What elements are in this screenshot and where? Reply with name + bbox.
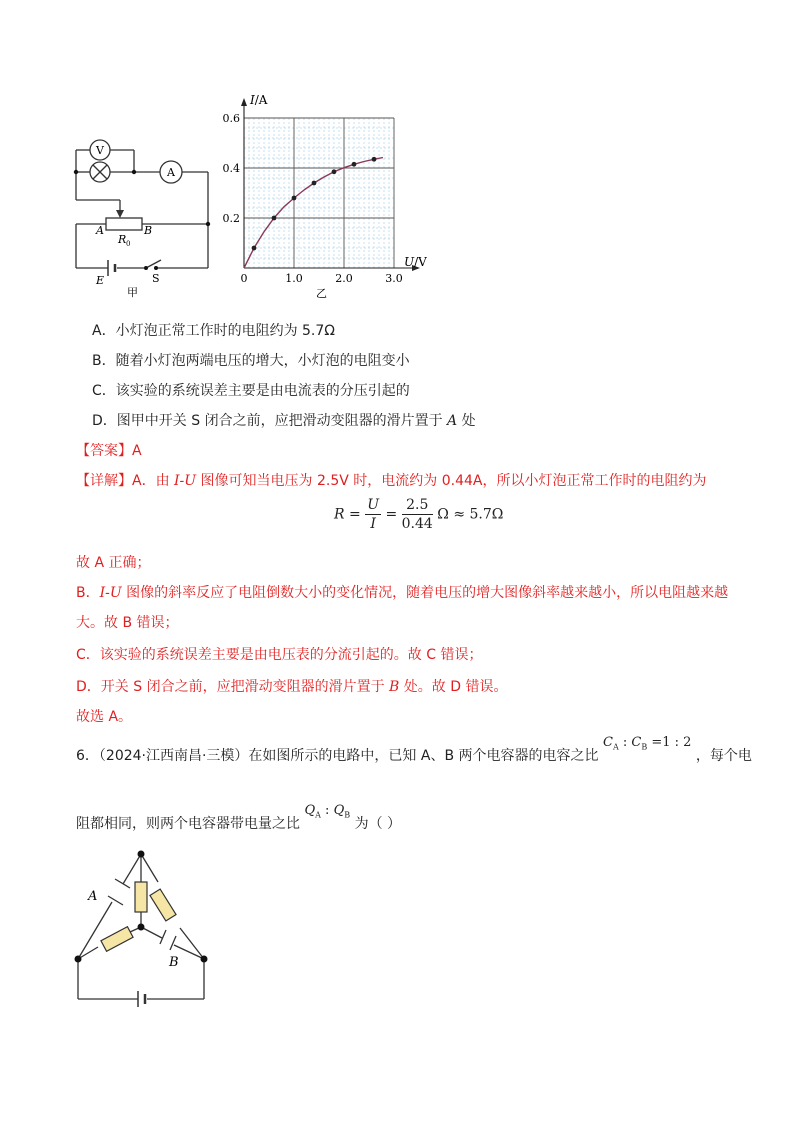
q6-ratio-q: $Q_A$ : $Q_B$ bbox=[304, 803, 351, 820]
iu-chart bbox=[222, 92, 427, 302]
q6-ratio-c: $C_A$ : $C_B =1$ : 2 bbox=[602, 735, 692, 752]
question6-line2 bbox=[76, 803, 402, 840]
option-b: B．随着小灯泡两端电压的增大，小灯泡的电阻变小 bbox=[92, 353, 410, 369]
option-d-post: 处 bbox=[457, 413, 476, 429]
explain-d-post: 处。故 D 错误。 bbox=[399, 679, 508, 695]
capacitor-a-label: A bbox=[88, 889, 98, 904]
option-d-var: A bbox=[447, 413, 458, 429]
q6-text1-end: ，每个电 bbox=[695, 748, 752, 764]
formula-tail: Ω ≈ 5.7Ω bbox=[437, 506, 504, 523]
y-tick-label: 0.6 bbox=[222, 112, 240, 125]
battery-label: E bbox=[96, 274, 105, 287]
chart-labels bbox=[223, 93, 428, 285]
q6-ratio-q-var1: Q bbox=[304, 803, 316, 818]
q6-ratio-c-sub-a: A bbox=[612, 742, 619, 752]
formula-r: R = $\frac{U}{I}$ = $\frac{2.5}{0.44}$ Ω ≈ 5.7Ω bbox=[334, 497, 504, 532]
explain-a-post: 图像可知当电压为 2.5V 时，电流约为 0.44A，所以小灯泡正常工作时的电阻约为 bbox=[196, 473, 707, 489]
explain-a-line bbox=[76, 471, 706, 491]
q6-ratio-c-var1: C bbox=[602, 735, 613, 750]
q6-ratio-c-tail: =1 : 2 bbox=[647, 735, 692, 750]
x-tick-label: 0 bbox=[240, 272, 248, 285]
q6-text2-end: 为（ ） bbox=[354, 816, 402, 832]
figure-yi-caption: 乙 bbox=[316, 287, 327, 300]
y-axis-arrow bbox=[241, 98, 247, 106]
iu-curve-line bbox=[244, 158, 383, 269]
formula-r-var: R bbox=[334, 506, 345, 523]
explain-b-pre: B． bbox=[76, 585, 100, 601]
capacitor-b-label: B bbox=[169, 955, 179, 970]
ammeter-label: A bbox=[167, 166, 175, 179]
explain-b-post: 图像的斜率反应了电阻倒数大小的变化情况，随着电压的增大图像斜率越来越小，所以电阻越来越 bbox=[121, 585, 729, 601]
data-point bbox=[312, 181, 317, 186]
explain-d-pre: D．开关 S 闭合之前，应把滑动变阻器的滑片置于 bbox=[76, 679, 390, 695]
voltmeter-label: V bbox=[96, 144, 104, 157]
terminal-b-label: B bbox=[144, 224, 153, 237]
explain-d-var: B bbox=[389, 679, 400, 695]
rheostat-label: R bbox=[118, 233, 127, 246]
answer-line: 【答案】A bbox=[76, 443, 142, 459]
explain-a-var: I-U bbox=[174, 473, 197, 489]
x-tick-label: 3.0 bbox=[385, 272, 403, 285]
option-d bbox=[92, 411, 476, 431]
y-tick-label: 0.2 bbox=[222, 212, 240, 225]
rheostat-subscript: 0 bbox=[126, 240, 131, 248]
explain-a-pre: 【详解】A．由 bbox=[76, 473, 175, 489]
formula-num: 2.5 bbox=[402, 496, 433, 515]
explain-b-var: I-U bbox=[99, 585, 122, 601]
x-axis-label: U/V bbox=[404, 255, 427, 269]
q6-ratio-q-sub-a: A bbox=[315, 810, 321, 820]
data-point bbox=[372, 157, 377, 162]
q6-text1: 6．（2024·江西南昌·三模）在如图所示的电路中，已知 A、B 两个电容器的电容之比 bbox=[76, 748, 599, 764]
x-tick-label: 1.0 bbox=[285, 272, 303, 285]
explain-d-line bbox=[76, 677, 507, 697]
formula-u: U bbox=[367, 497, 379, 513]
formula-i: I bbox=[370, 516, 376, 532]
switch-label: S bbox=[152, 272, 160, 285]
option-d-pre: D．图甲中开关 S 闭合之前，应把滑动变阻器的滑片置于 bbox=[92, 413, 448, 429]
chart-grid bbox=[244, 118, 394, 268]
chart-curve bbox=[244, 158, 383, 269]
formula-den: 0.44 bbox=[401, 516, 433, 532]
q6-ratio-q-var2: Q bbox=[333, 803, 345, 818]
y-tick-label: 0.4 bbox=[222, 162, 240, 175]
explain-b-line2: 大。故 B 错误； bbox=[76, 615, 179, 631]
circuit-diagram-jia bbox=[60, 130, 230, 300]
q6-text2: 阻都相同，则两个电容器带电量之比 bbox=[76, 816, 300, 832]
q6-ratio-q-sub-b: B bbox=[344, 810, 351, 820]
figure-jia-caption: 甲 bbox=[127, 286, 138, 299]
question6-line1 bbox=[76, 735, 752, 772]
explain-b-line1 bbox=[76, 583, 728, 603]
x-tick-label: 2.0 bbox=[335, 272, 353, 285]
data-point bbox=[272, 216, 277, 221]
data-point bbox=[252, 246, 257, 251]
option-c: C．该实验的系统误差主要是由电流表的分压引起的 bbox=[92, 383, 410, 399]
q6-ratio-c-sub-b: B bbox=[641, 742, 648, 752]
data-point bbox=[292, 196, 297, 201]
terminal-a-label: A bbox=[96, 224, 104, 237]
q6-ratio-c-var2: C bbox=[631, 735, 642, 750]
explain-c-line: C．该实验的系统误差主要是由电压表的分流引起的。故 C 错误； bbox=[76, 647, 483, 663]
explain-a-conclusion: 故 A 正确； bbox=[76, 555, 151, 571]
option-a: A．小灯泡正常工作时的电阻约为 5.7Ω bbox=[92, 323, 335, 339]
triangle-circuit-diagram bbox=[68, 842, 228, 1022]
y-axis-label: I/A bbox=[250, 93, 268, 107]
data-point bbox=[352, 162, 357, 167]
data-point bbox=[332, 169, 337, 174]
chart-axes bbox=[241, 98, 420, 271]
explain-final: 故选 A。 bbox=[76, 709, 133, 725]
